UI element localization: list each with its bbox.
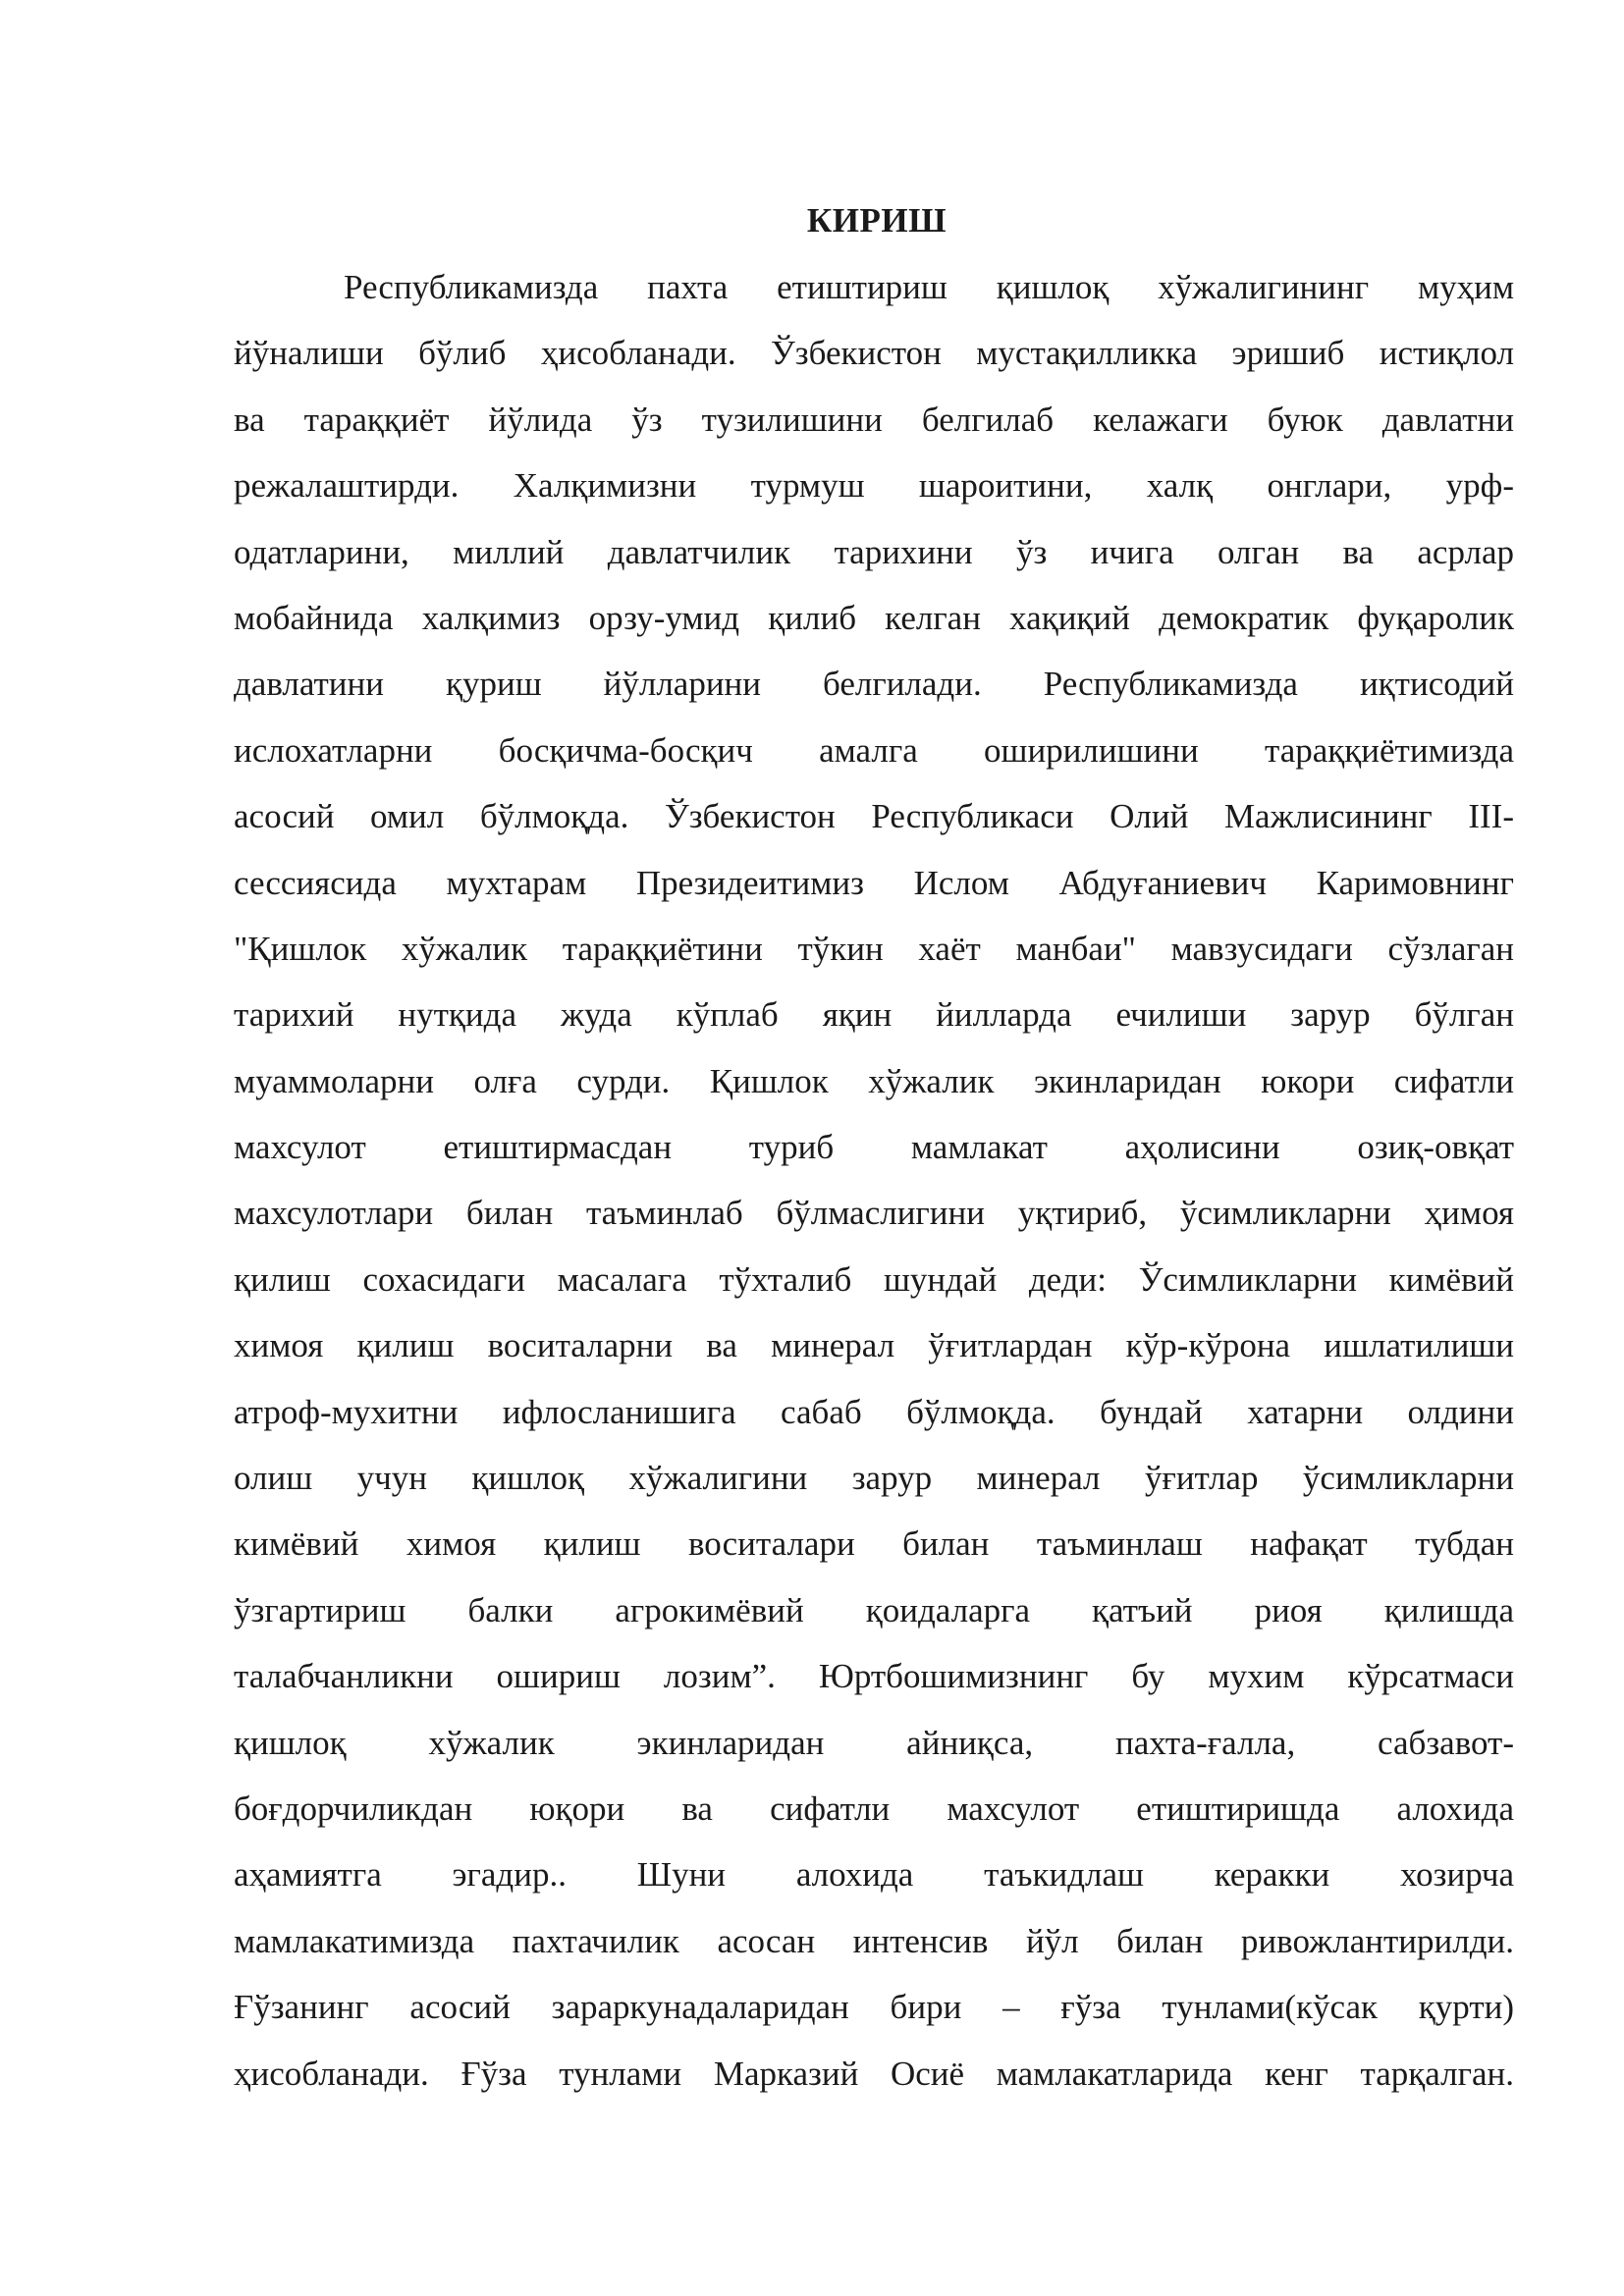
text-line: йўналиши бўлиб ҳисобланади. Ўзбекистон мустақилликка эришиб истиқлол — [234, 334, 1514, 373]
text-line: сессиясида мухтарам Президеитимиз Ислом Абдуғаниевич Каримовнинг — [234, 863, 1514, 902]
text-line: мобайнида халқимиз орзу-умид қилиб келган хақиқий демократик фуқаролик — [234, 598, 1514, 637]
text-line: ва тараққиёт йўлида ўз тузилишини белгилаб келажаги буюк давлатни — [234, 400, 1514, 439]
text-line: асосий омил бўлмоқда. Ўзбекистон Республикаси Олий Мажлисининг III- — [234, 797, 1514, 836]
text-line: химоя қилиш воситаларни ва минерал ўғитлардан кўр-кўрона ишлатилиши — [234, 1326, 1514, 1365]
text-line: Ғўзанинг асосий зараркунадаларидан бири – ғўза тунлами(кўсак қурти) — [234, 1988, 1514, 2027]
text-line: ҳисобланади. Ғўза тунлами Марказий Осиё мамлакатларида кенг тарқалган. — [234, 2054, 1514, 2093]
text-line: тарихий нутқида жуда кўплаб яқин йилларда ечилиши зарур бўлган — [234, 995, 1514, 1035]
text-line: мамлакатимизда пахтачилик асосан интенсив йўл билан ривожлантирилди. — [234, 1921, 1514, 1960]
text-line: кимёвий химоя қилиш воситалари билан таъминлаш нафақат тубдан — [234, 1524, 1514, 1564]
text-line: "Қишлок хўжалик тараққиётини тўкин хаёт манбаи" мавзусидаги сўзлаган — [234, 929, 1514, 968]
text-line: одатларини, миллий давлатчилик тарихини ўз ичига олган ва асрлар — [234, 532, 1514, 571]
text-line: ислохатларни босқичма-босқич амалга оширилишини тараққиётимизда — [234, 730, 1514, 770]
document-title: КИРИШ — [806, 201, 947, 240]
text-line: қишлоқ хўжалик экинларидан айниқса, пахта-ғалла, сабзавот- — [234, 1723, 1514, 1762]
text-line: режалаштирди. Халқимизни турмуш шароитини, халқ онглари, урф- — [234, 466, 1514, 506]
text-line: ўзгартириш балки агрокимёвий қоидаларга қатъий риоя қилишда — [234, 1590, 1514, 1629]
text-line: давлатини қуриш йўлларини белгилади. Республикамизда иқтисодий — [234, 665, 1514, 704]
text-line: муаммоларни олға сурди. Қишлок хўжалик экинларидан юкори сифатли — [234, 1061, 1514, 1100]
text-line: талабчанликни ошириш лозим”. Юртбошимизнинг бу мухим кўрсатмаси — [234, 1657, 1514, 1696]
body-text — [234, 263, 1514, 2115]
text-line: олиш учун қишлоқ хўжалигини зарур минерал ўғитлар ўсимликларни — [234, 1459, 1514, 1498]
text-line: махсулот етиштирмасдан туриб мамлакат аҳолисини озиқ-овқат — [234, 1128, 1514, 1167]
text-line: боғдорчиликдан юқори ва сифатли махсулот етиштиришда алохида — [234, 1789, 1514, 1828]
text-line: атроф-мухитни ифлосланишига сабаб бўлмоқда. бундай хатарни олдини — [234, 1392, 1514, 1431]
text-line: қилиш сохасидаги масалага тўхталиб шундай деди: Ўсимликларни кимёвий — [234, 1259, 1514, 1299]
text-line: махсулотлари билан таъминлаб бўлмаслигини уқтириб, ўсимликларни ҳимоя — [234, 1194, 1514, 1233]
text-line: аҳамиятга эгадир.. Шуни алохида таъкидлаш керакки хозирча — [234, 1855, 1514, 1895]
text-line: Республикамизда пахта етиштириш қишлоқ хўжалигининг муҳим — [344, 268, 1514, 306]
